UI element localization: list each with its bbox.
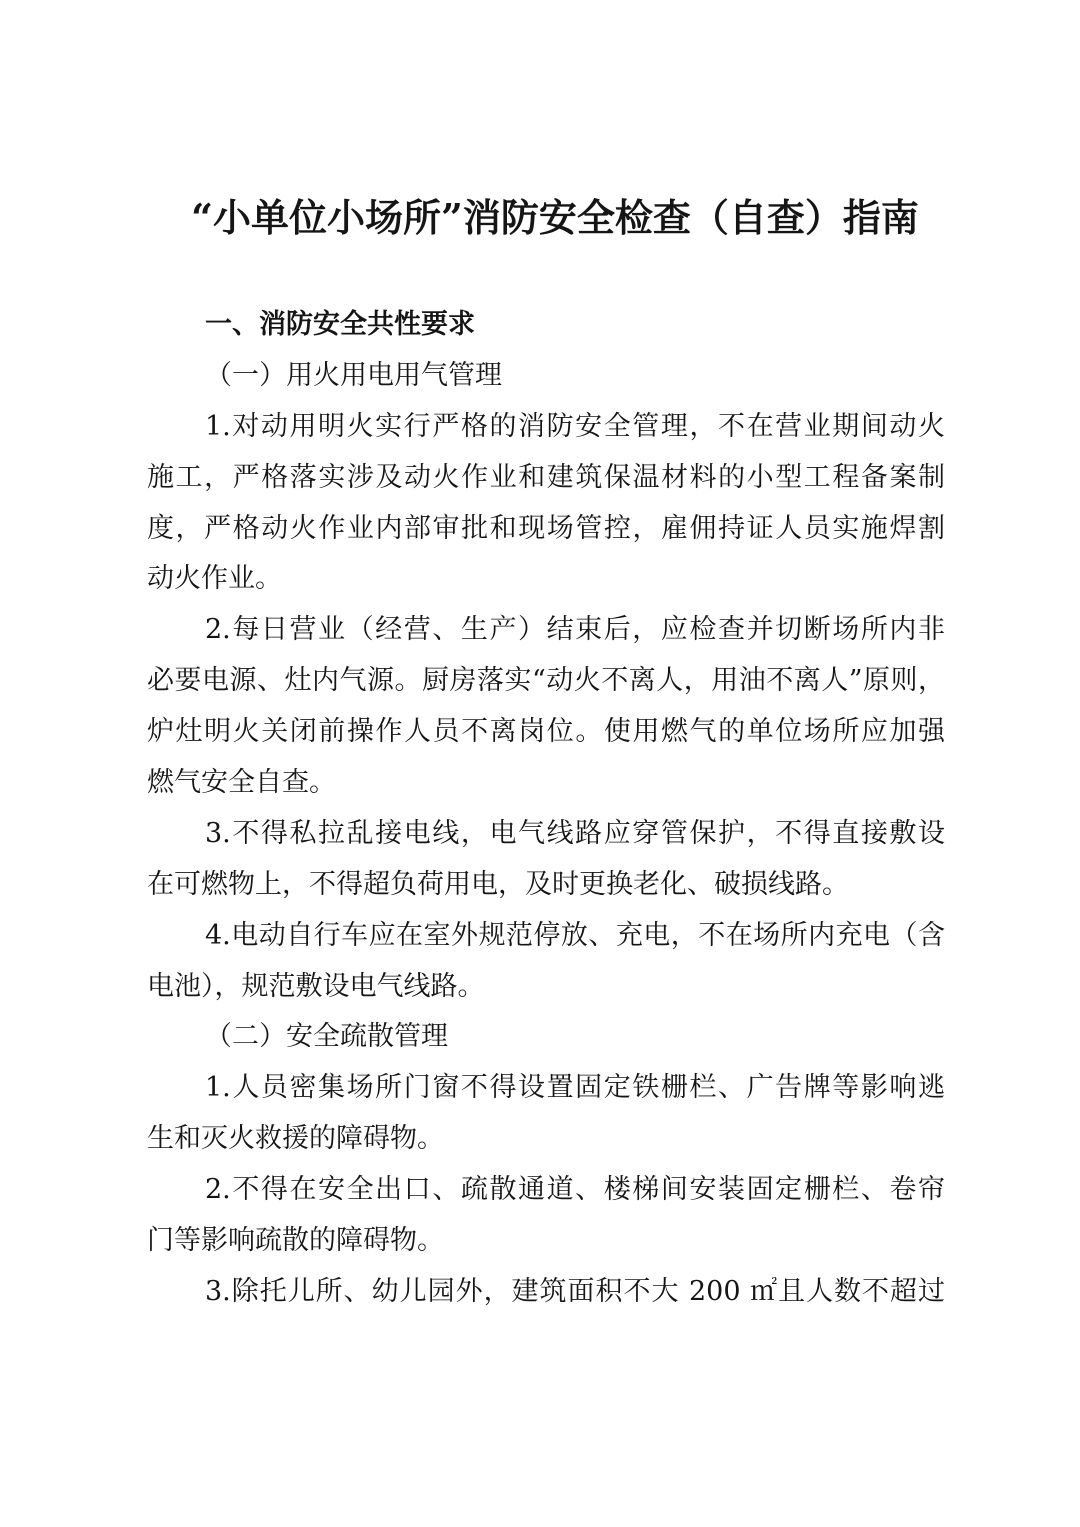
paragraph-line: 4.电动自行车应在室外规范停放、充电，不在场所内充电（含: [205, 919, 945, 951]
paragraph: [147, 809, 945, 911]
paragraph-line: 2.每日营业（经营、生产）结束后，应检查并切断场所内非: [205, 614, 945, 646]
paragraph: [147, 911, 945, 1013]
paragraph-line: 生和灭火救援的障碍物。: [147, 1123, 444, 1155]
paragraph-line: 燃气安全自查。: [147, 767, 336, 799]
paragraph-line: 度，严格动火作业内部审批和现场管控，雇佣持证人员实施焊割: [147, 512, 945, 544]
document-body: [147, 300, 945, 1318]
paragraph-line: 1.对动用明火实行严格的消防安全管理，不在营业期间动火: [205, 410, 945, 442]
paragraph-line: 电池），规范敷设电气线路。: [147, 970, 485, 1002]
paragraph: [147, 1267, 945, 1318]
paragraph-line: 2.不得在安全出口、疏散通道、楼梯间安装固定栅栏、卷帘: [205, 1174, 945, 1206]
paragraph-line: 施工，严格落实涉及动火作业和建筑保温材料的小型工程备案制: [147, 461, 945, 493]
paragraph-line: 1.人员密集场所门窗不得设置固定铁栅栏、广告牌等影响逃: [205, 1072, 945, 1104]
paragraph-line: 3.不得私拉乱接电线，电气线路应穿管保护，不得直接敷设: [205, 817, 945, 849]
paragraph: [147, 1063, 945, 1165]
paragraph-line: 动火作业。: [147, 563, 282, 595]
document-title: “小单位小场所”消防安全检查（自查）指南: [191, 195, 919, 240]
paragraph-line: 必要电源、灶内气源。厨房落实“动火不离人，用油不离人”原则，: [147, 665, 945, 697]
section-heading: 一、消防安全共性要求: [205, 309, 475, 340]
paragraph-line: 炉灶明火关闭前操作人员不离岗位。使用燃气的单位场所应加强: [147, 716, 945, 748]
paragraph: [147, 402, 945, 606]
paragraph: [147, 605, 945, 809]
paragraph-line: 门等影响疏散的障碍物。: [147, 1225, 444, 1257]
paragraph-line: 3.除托儿所、幼儿园外，建筑面积不大 200 ㎡且人数不超过: [205, 1275, 945, 1307]
paragraph: [147, 1165, 945, 1267]
subsection-heading: （一）用火用电用气管理: [205, 359, 502, 391]
subsection-heading: （二）安全疏散管理: [205, 1021, 448, 1053]
paragraph-line: 在可燃物上，不得超负荷用电，及时更换老化、破损线路。: [147, 868, 849, 900]
